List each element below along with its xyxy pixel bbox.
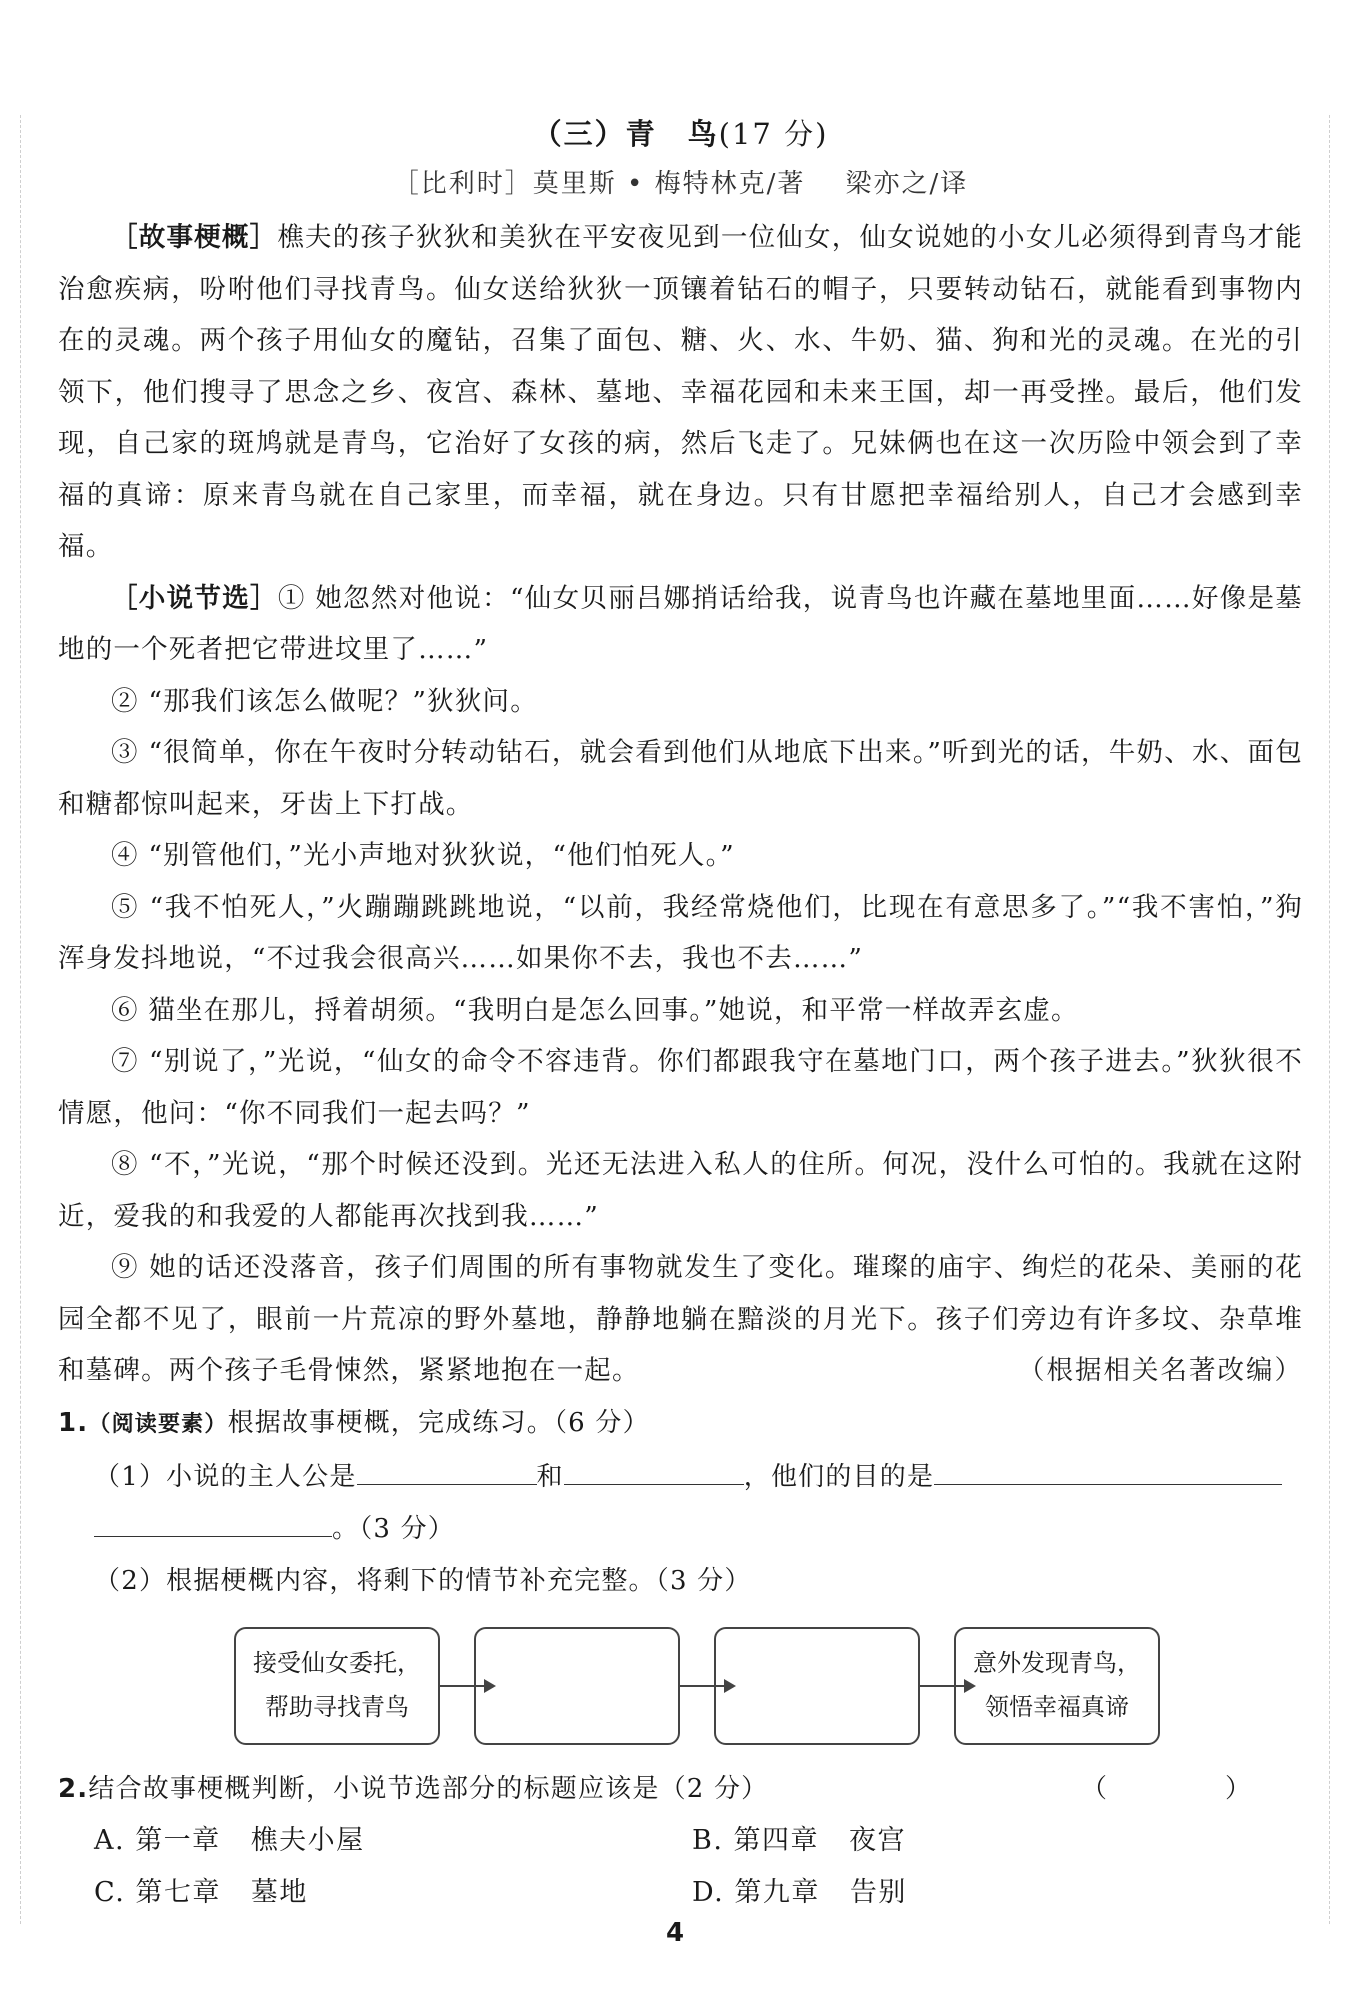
right-dashed-margin [1329,115,1330,1924]
option-a[interactable] [94,1815,365,1867]
question-2-options [58,1815,1303,1919]
part-1-label: （1）小说的主人公是 [94,1461,357,1492]
section-number: （三） [532,117,626,151]
option-b[interactable] [692,1815,906,1867]
flow-box-blank-2[interactable] [714,1627,920,1745]
excerpt-tag: ［小说节选］ [111,582,278,614]
flow-box-start [234,1627,440,1745]
option-chapter: 第一章 [135,1824,221,1856]
flow-box-end [954,1627,1160,1745]
translator-credit: 梁亦之/译 [845,169,969,199]
flow-box-text: 帮助寻找青鸟 [265,1692,409,1721]
story-summary [58,212,1303,573]
answer-parentheses[interactable]: （ ） [1080,1773,1297,1804]
worksheet-page [58,110,1303,1919]
option-key: B. [692,1824,724,1856]
excerpt-paragraph-8: ⑧ “不，”光说，“那个时候还没到。光还无法进入私人的住所。何况，没什么可怕的。我就在这附近，爱我的和我爱的人都能再次找到我……” [58,1149,1303,1232]
excerpt-paragraph-1 [58,573,1303,676]
option-key: C. [94,1876,126,1908]
option-chapter: 第四章 [733,1824,820,1856]
flow-box-blank-1[interactable] [474,1627,680,1745]
part-1-and: 和 [536,1461,564,1492]
purpose-blank-continued[interactable] [94,1506,332,1537]
excerpt-paragraph-2: ② “那我们该怎么做呢？”狄狄问。 [111,685,538,717]
section-score: (17 分) [718,117,829,151]
page-number: 4 [665,1918,685,1948]
summary-text: 樵夫的孩子狄狄和美狄在平安夜见到一位仙女，仙女说她的小女儿必须得到青鸟才能治愈疾病，吩咐他们寻找青鸟。仙女送给狄狄一顶镶着钻石的帽子，只要转动钻石，就能看到事物内在的灵魂。两个孩子用仙女的魔钻，召集了面包、糖、火、水、牛奶、猫、狗和光的灵魂。在光的引领下，他们搜寻了思念之乡、夜宫、森林、墓地、幸福花园和未来王国，却一再受挫。最后，他们发现，自己家的斑鸠就是青鸟，它治好了女孩的病，然后飞走了。兄妹俩也在这一次历险中领会到了幸福的真谛：原来青鸟就在自己家里，而幸福，就在身边。只有甘愿把幸福给别人，自己才会感到幸福。 [58,222,1303,562]
summary-tag: ［故事梗概］ [111,222,278,253]
option-title: 夜宫 [849,1824,907,1856]
excerpt-paragraph-text: ① 她忽然对他说：“仙女贝丽吕娜捎话给我，说青鸟也许藏在墓地里面……好像是墓地的一个死者把它带进坟里了……” [58,582,1303,665]
option-title: 樵夫小屋 [250,1824,365,1856]
story-title: 青 鸟 [625,117,719,151]
protagonist-blank-1[interactable] [357,1454,537,1485]
author-credit: ［比利时］莫里斯 • 梅特林克/著 [392,169,806,199]
option-key: A. [94,1824,126,1856]
excerpt-paragraph-text: ⑨ 她的话还没落音，孩子们周围的所有事物就发生了变化。璀璨的庙宇、绚烂的花朵、美丽的花园全都不见了，眼前一片荒凉的野外墓地，静静地躺在黯淡的月光下。孩子们旁边有许多坟、杂草堆和墓碑。两个孩子毛骨悚然，紧紧地抱在一起。 [58,1252,1303,1386]
excerpt-paragraph-6: ⑥ 猫坐在那儿，捋着胡须。“我明白是怎么回事。”她说，和平常一样故弄玄虚。 [111,994,1079,1026]
question-tag: （阅读要素） [88,1411,228,1437]
question-text: 结合故事梗概判断，小说节选部分的标题应该是（2 分） [88,1773,769,1804]
left-dashed-margin [20,115,21,1924]
excerpt-paragraph-9 [58,1242,1303,1397]
option-key: D. [692,1876,725,1908]
option-c[interactable] [94,1867,308,1919]
question-number: 1. [58,1407,89,1438]
question-1-part-2: （2）根据梗概内容，将剩下的情节补充完整。（3 分） [94,1565,752,1596]
source-note: （根据相关名著改编） [1018,1355,1303,1386]
option-title: 墓地 [250,1876,308,1908]
option-chapter: 第七章 [135,1876,221,1908]
flow-box-text: 意外发现青鸟， [973,1648,1141,1677]
option-chapter: 第九章 [734,1876,820,1908]
plot-flowchart [58,1613,1303,1763]
excerpt-paragraph-7: ⑦ “别说了，”光说，“仙女的命令不容违背。你们都跟我守在墓地门口，两个孩子进去。”狄狄很不情愿，他问：“你不同我们一起去吗？” [58,1046,1303,1129]
byline [58,158,1303,210]
excerpt-paragraph-4: ④ “别管他们，”光小声地对狄狄说，“他们怕死人。” [111,840,735,871]
option-d[interactable] [692,1867,907,1919]
option-title: 告别 [849,1876,907,1908]
excerpt-paragraph-5: ⑤ “我不怕死人，”火蹦蹦跳跳地说，“以前，我经常烧他们，比现在有意思多了。”“我不害怕，”狗浑身发抖地说，“不过我会很高兴……如果你不去，我也不去……” [58,891,1303,974]
flow-box-text: 领悟幸福真谛 [985,1692,1129,1721]
flow-box-text: 接受仙女委托， [253,1648,421,1677]
protagonist-blank-2[interactable] [564,1454,744,1485]
question-number: 2. [58,1773,89,1804]
excerpt-paragraph-3: ③ “很简单，你在午夜时分转动钻石，就会看到他们从地底下出来。”听到光的话，牛奶、水、面包和糖都惊叫起来，牙齿上下打战。 [58,737,1303,820]
part-1-score: 。（3 分） [332,1513,456,1544]
part-1-purpose-label: ，他们的目的是 [743,1461,935,1492]
section-title [58,110,1303,158]
question-text: 根据故事梗概，完成练习。（6 分） [227,1407,650,1438]
purpose-blank[interactable] [934,1454,1282,1485]
question-1-part-1 [58,1451,1303,1503]
question-1 [58,1397,1303,1451]
question-2 [58,1763,1303,1815]
question-1-part-1-continued [58,1503,1303,1555]
